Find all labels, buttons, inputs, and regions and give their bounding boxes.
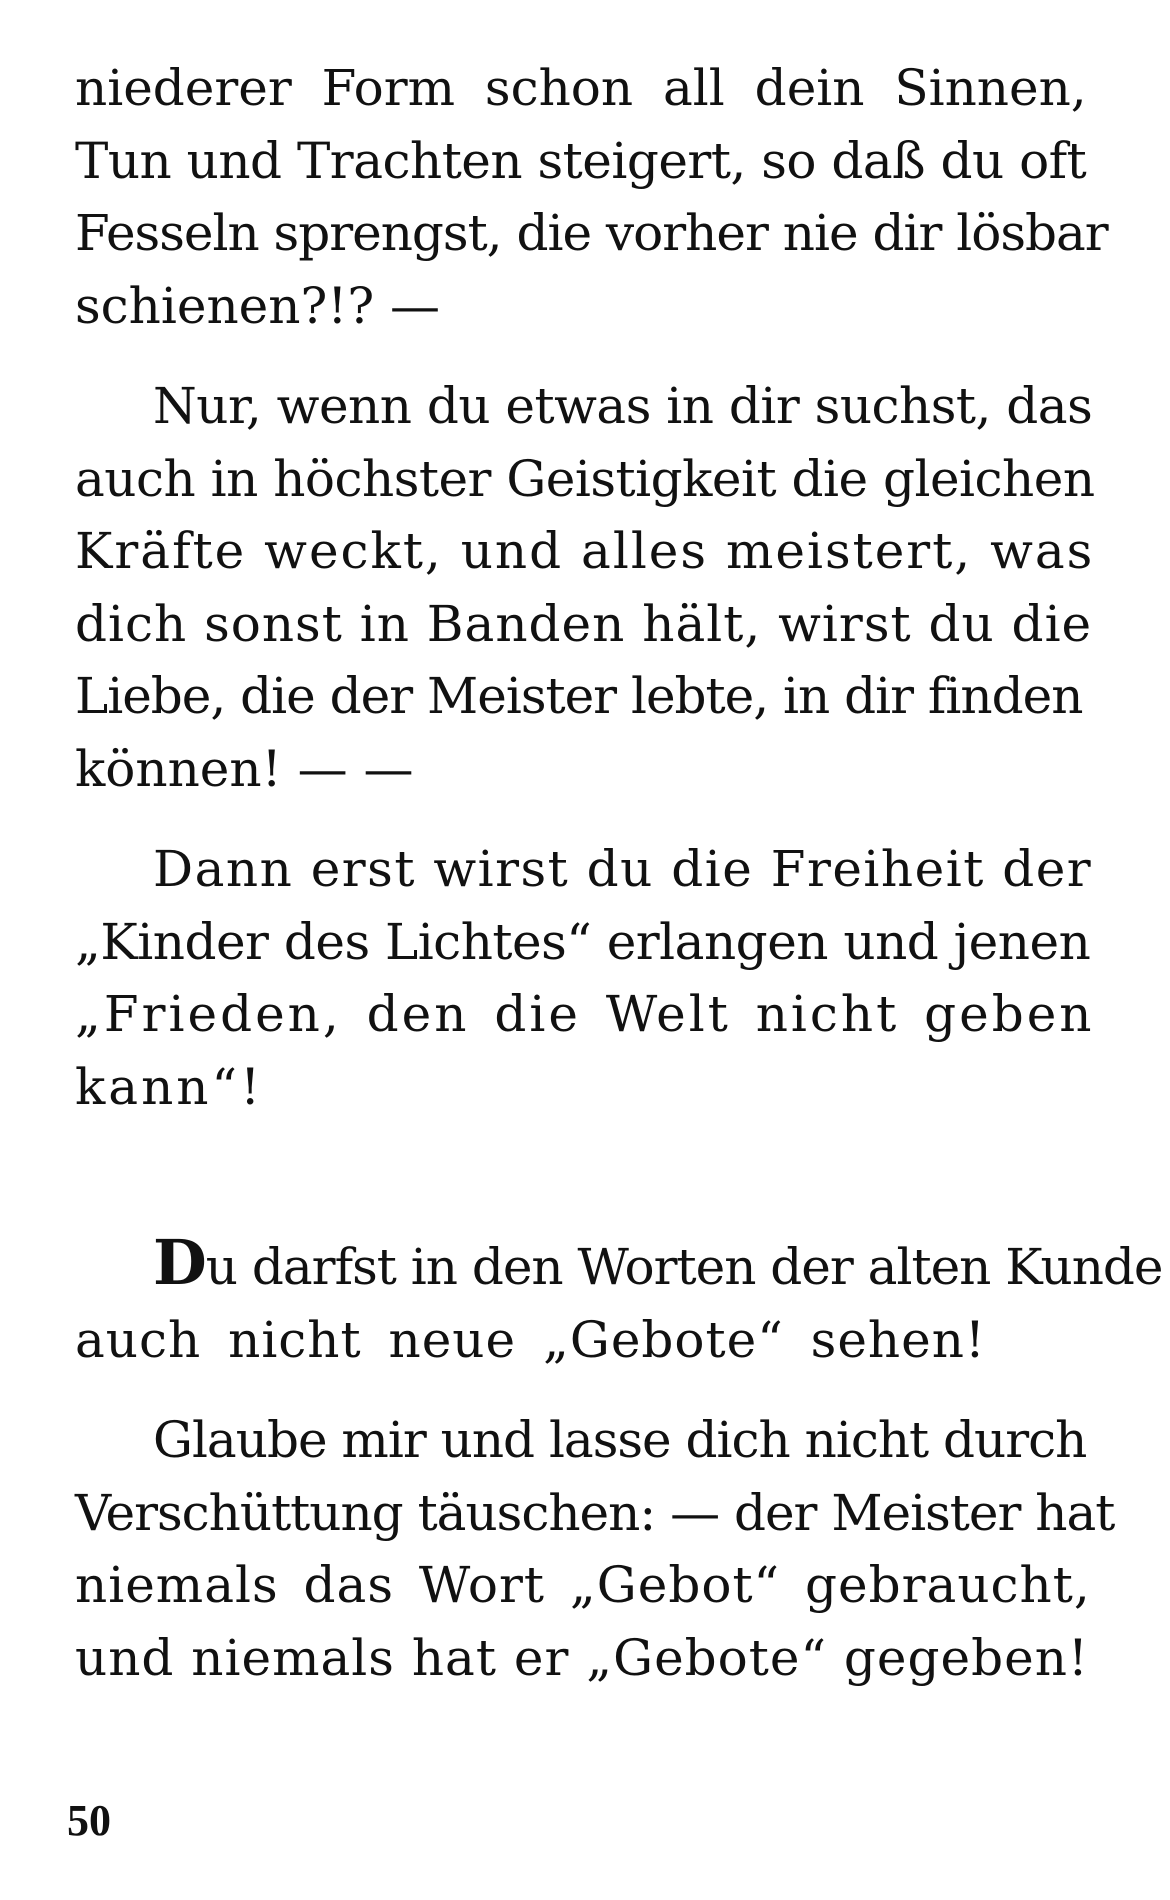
text-line: Tun und Trachten steigert, so daß du oft <box>75 131 1087 190</box>
text-line: auch in höchster Geistigkeit die gleichen <box>75 449 1095 508</box>
text-line: Verschüttung täuschen: — der Meister hat <box>75 1483 1115 1542</box>
text-line <box>75 1226 1163 1304</box>
page-number: 50 <box>67 1796 111 1845</box>
text-line: Glaube mir und lasse dich nicht durch <box>153 1411 1087 1469</box>
text-line: schienen?!? — <box>75 276 441 335</box>
drop-cap: D <box>153 1226 206 1299</box>
paragraph-4 <box>75 1226 1163 1376</box>
text-line: Nur, wenn du etwas in dir suchst, das <box>153 377 1093 435</box>
text-line: Kräfte weckt, und alles meistert, was <box>75 522 1095 580</box>
text-line: dich sonst in Banden hält, wirst du die <box>75 594 1093 653</box>
text-line: Liebe, die der Meister lebte, in dir finden <box>75 667 1083 725</box>
paragraph-1 <box>75 52 1108 342</box>
text-line: Fesseln sprengst, die vorher nie dir lösbar <box>75 204 1108 262</box>
text-line: kann“! <box>75 1057 264 1116</box>
text-line: „Kinder des Lichtes“ erlangen und jenen <box>75 912 1091 971</box>
paragraph-3 <box>75 833 1095 1123</box>
text-line-rest: u darfst in den Worten der alten Kunde <box>205 1238 1163 1296</box>
text-line: Dann erst wirst du die Freiheit der <box>153 840 1093 898</box>
paragraph-2 <box>75 370 1095 805</box>
text-line: können! — — <box>75 739 414 798</box>
page-body <box>75 52 1163 1694</box>
paragraph-5 <box>75 1404 1115 1694</box>
text-line: und niemals hat er „Gebote“ gegeben! <box>75 1628 1090 1687</box>
text-line: niemals das Wort „Gebot“ gebraucht, <box>75 1556 1091 1614</box>
text-line: „Frieden, den die Welt nicht geben <box>75 985 1095 1043</box>
text-line: niederer Form schon all dein Sinnen, <box>75 59 1087 117</box>
text-line: auch nicht neue „Gebote“ sehen! <box>75 1310 986 1369</box>
